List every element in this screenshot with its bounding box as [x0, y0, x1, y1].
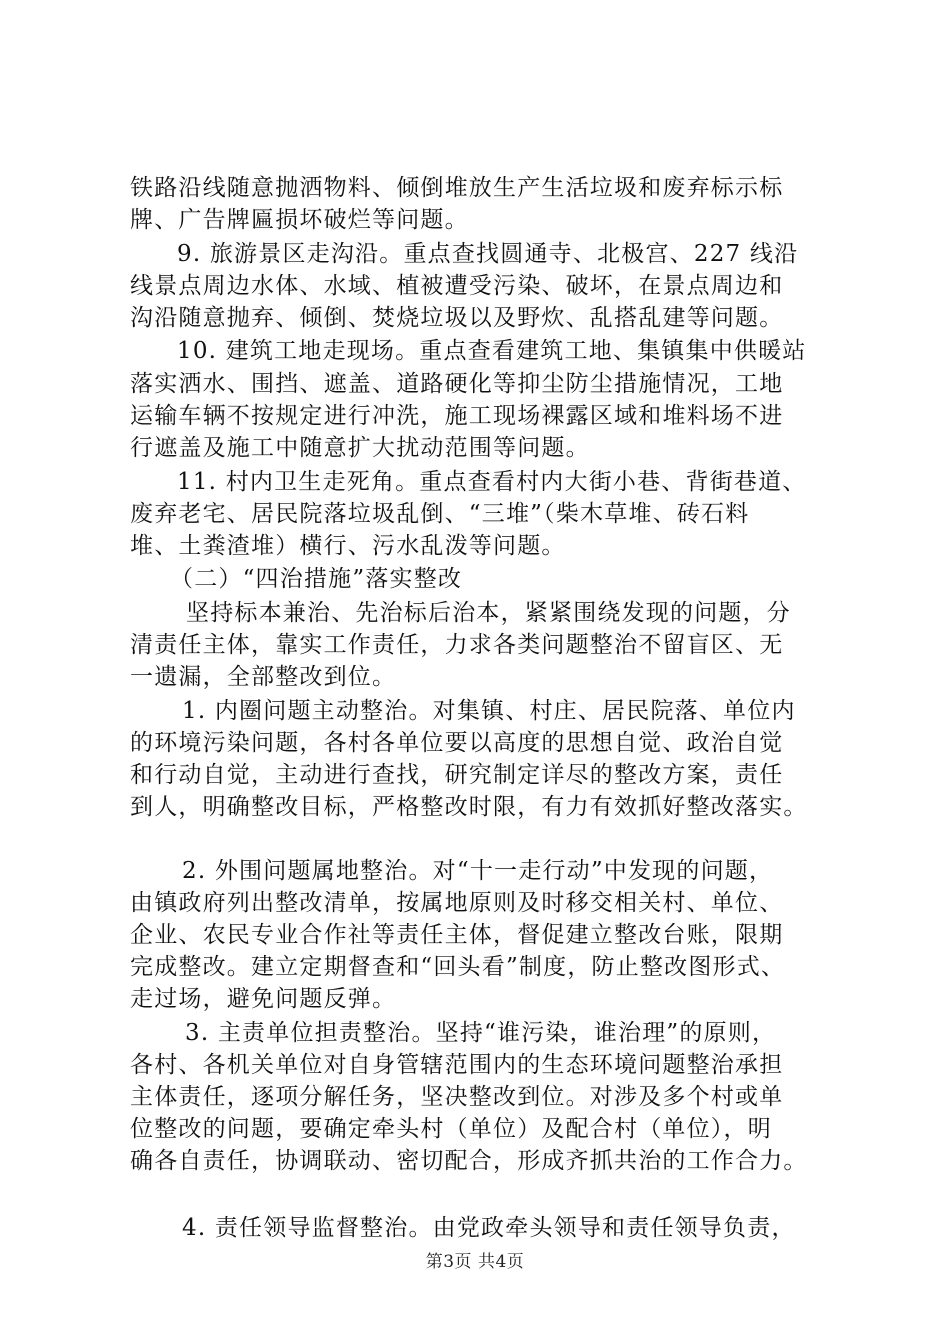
body-line: 和行动自觉，主动进行查找，研究制定详尽的整改方案，责任	[130, 762, 784, 788]
body-line: 沟沿随意抛弃、倾倒、焚烧垃圾以及野炊、乱搭乱建等问题。	[130, 305, 784, 331]
body-line: 1. 内圈问题主动整治。对集镇、村庄、居民院落、单位内	[182, 698, 796, 724]
body-line: 确各自责任，协调联动、密切配合，形成齐抓共治的工作合力。	[130, 1148, 808, 1174]
body-line: 4. 责任领导监督整治。由党政牵头领导和责任领导负责，	[182, 1215, 796, 1241]
body-line: 10. 建筑工地走现场。重点查看建筑工地、集镇集中供暖站	[177, 338, 807, 364]
body-line: 行遮盖及施工中随意扩大扰动范围等问题。	[130, 435, 590, 461]
body-line: 落实洒水、围挡、遮盖、道路硬化等抑尘防尘措施情况，工地	[130, 371, 784, 397]
body-line: 铁路沿线随意抛洒物料、倾倒堆放生产生活垃圾和废弃标示标	[130, 175, 784, 201]
body-line: 位整改的问题，要确定牵头村（单位）及配合村（单位），明	[130, 1116, 772, 1142]
body-line: 牌、广告牌匾损坏破烂等问题。	[130, 207, 469, 233]
body-line: 线景点周边水体、水域、植被遭受污染、破坏，在景点周边和	[130, 273, 784, 299]
body-line: 一遗漏，全部整改到位。	[130, 664, 397, 690]
body-line: 走过场，避免问题反弹。	[130, 986, 397, 1012]
body-line: 9. 旅游景区走沟沿。重点查找圆通寺、北极宫、227 线沿	[177, 241, 799, 267]
body-line: 2. 外围问题属地整治。对“十一走行动”中发现的问题，	[182, 858, 774, 884]
body-line: 清责任主体，靠实工作责任，力求各类问题整治不留盲区、无	[130, 632, 784, 658]
body-line: 各村、各机关单位对自身管辖范围内的生态环境问题整治承担	[130, 1052, 784, 1078]
body-line: 3. 主责单位担责整治。坚持“谁污染，谁治理”的原则，	[185, 1020, 777, 1046]
body-line: 到人，明确整改目标，严格整改时限，有力有效抓好整改落实。	[130, 794, 808, 820]
page-footer: 第3页 共4页	[425, 1252, 525, 1272]
body-line: 坚持标本兼治、先治标后治本，紧紧围绕发现的问题，分	[186, 600, 791, 626]
body-line: 11. 村内卫生走死角。重点查看村内大街小巷、背街巷道、	[177, 469, 807, 495]
body-line: 由镇政府列出整改清单，按属地原则及时移交相关村、单位、	[130, 890, 784, 916]
body-line: 运输车辆不按规定进行冲洗，施工现场裸露区域和堆料场不进	[130, 403, 784, 429]
body-line: 主体责任，逐项分解任务，坚决整改到位。对涉及多个村或单	[130, 1084, 784, 1110]
body-line: 堆、土粪渣堆）横行、污水乱泼等问题。	[130, 533, 566, 559]
body-line: 废弃老宅、居民院落垃圾乱倒、“三堆”（柴木草堆、砖石料	[130, 501, 750, 527]
body-line: 企业、农民专业合作社等责任主体，督促建立整改台账，限期	[130, 922, 784, 948]
body-line: 的环境污染问题，各村各单位要以高度的思想自觉、政治自觉	[130, 730, 784, 756]
section-heading: （二）“四治措施”落实整改	[170, 566, 463, 592]
body-line: 完成整改。建立定期督查和“回头看”制度，防止整改图形式、	[130, 954, 786, 980]
